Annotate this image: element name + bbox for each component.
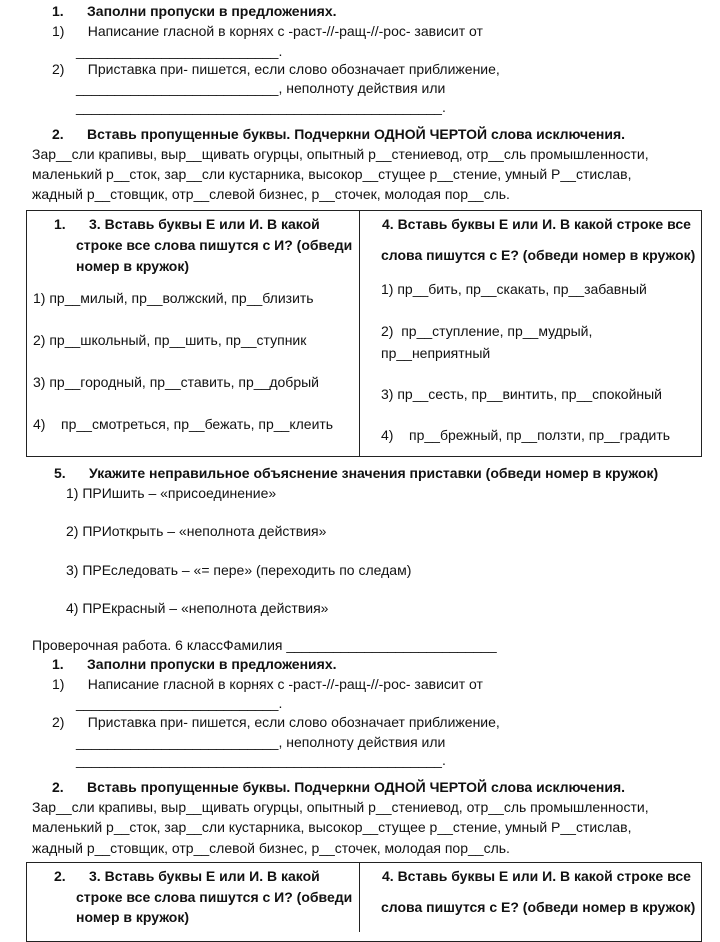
s1-task1-item2-line2: __________________________, неполноту действия или [76, 80, 446, 96]
s2-task1-item2: 2) Приставка при- пишется, если слово обозначает приближение, [52, 714, 500, 730]
s2-task2-heading: 2. Вставь пропущенные буквы. Подчеркни ОДНОЙ ЧЕРТОЙ слова исключения. [52, 779, 626, 795]
s1-task3-heading-l2: строке все слова пишутся с И? (обведи [76, 237, 353, 253]
s2-task2-line1: Зар__сли крапивы, выр__щивать огурцы, опытный р__стениевод, отр__сль промышленности, [32, 799, 649, 815]
s1-table-divider [359, 210, 360, 457]
s2-table-divider [359, 862, 360, 932]
s2-task1-item2-line3: _______________________________________________. [76, 752, 446, 768]
s1-task4-row3: 3) пр__сесть, пр__винтить, пр__спокойный [381, 386, 663, 402]
s1-task5-option2: 2) ПРИоткрыть – «неполнота действия» [66, 523, 327, 539]
s2-task3-heading-l3: номер в кружок) [76, 909, 190, 925]
s1-task2-line1: Зар__сли крапивы, выр__щивать огурцы, опытный р__стениевод, отр__сль промышленности, [32, 146, 649, 162]
s1-task2-heading: 2. Вставь пропущенные буквы. Подчеркни ОДНОЙ ЧЕРТОЙ слова исключения. [52, 126, 626, 142]
s1-task4-heading-l1: 4. Вставь буквы Е или И. В какой строке все [382, 216, 691, 232]
s1-task5-option3: 3) ПРЕследовать – «= пере» (переходить по следам) [66, 562, 412, 578]
s1-task1-heading: 1. Заполни пропуски в предложениях. [52, 3, 337, 19]
s2-task3-heading-l1: 2. 3. Вставь буквы Е или И. В какой [54, 868, 320, 884]
s1-task4-row4: 4) пр__брежный, пр__ползти, пр__градить [381, 427, 671, 443]
s1-task4-heading-l2: слова пишутся с Е? (обведи номер в кружок) [381, 247, 696, 263]
s1-task2-line3: жадный р__стовщик, отр__слевой бизнес, р__сточек, молодая пор__сль. [32, 186, 510, 202]
s1-task3-row3: 3) пр__городный, пр__ставить, пр__добрый [33, 374, 319, 390]
s1-task1-item2-line3: _______________________________________________. [76, 99, 446, 115]
s1-task4-row1: 1) пр__бить, пр__скакать, пр__забавный [381, 281, 647, 297]
s2-task1-item1: 1) Написание гласной в корнях с -раст-//-ращ-//-рос- зависит от [52, 676, 483, 692]
s2-task2-line3: жадный р__стовщик, отр__слевой бизнес, р__сточек, молодая пор__сль. [32, 840, 510, 856]
s1-task1-item1-blank: __________________________. [76, 43, 283, 59]
s1-task3-row4: 4) пр__смотреться, пр__бежать, пр__клеить [33, 416, 334, 432]
s2-task1-item2-line2: __________________________, неполноту действия или [76, 734, 446, 750]
s1-task4-row2: 2) пр__ступление, пр__мудрый, [381, 323, 593, 339]
s1-task2-line2: маленький р__сток, зар__сли кустарника, высокор__стущее р__стение, умный Р__стислав, [32, 166, 632, 182]
s1-task1-item1: 1) Написание гласной в корнях с -раст-//-ращ-//-рос- зависит от [52, 23, 483, 39]
s2-header: Проверочная работа. 6 классФамилия ___________________________ [32, 637, 497, 653]
s2-task2-line2: маленький р__сток, зар__сли кустарника, высокор__стущее р__стение, умный Р__стислав, [32, 819, 632, 835]
s1-task5-option4: 4) ПРЕкрасный – «неполнота действия» [66, 600, 329, 616]
s1-task3-heading-l3: номер в кружок) [76, 258, 190, 274]
s1-task3-row2: 2) пр__школьный, пр__шить, пр__ступник [33, 332, 307, 348]
s2-task4-heading-l2: слова пишутся с Е? (обведи номер в кружок) [381, 899, 696, 915]
s1-task4-row2-cont: пр__неприятный [381, 345, 491, 361]
s1-task5-option1: 1) ПРИшить – «присоединение» [66, 485, 277, 501]
s2-task1-item1-blank: __________________________. [76, 695, 283, 711]
s1-task3-row1: 1) пр__милый, пр__волжский, пр__близить [33, 290, 314, 306]
s1-task1-item2: 2) Приставка при- пишется, если слово обозначает приближение, [52, 61, 500, 77]
s2-task1-heading: 1. Заполни пропуски в предложениях. [52, 656, 337, 672]
s1-task3-heading-l1: 1. 3. Вставь буквы Е или И. В какой [54, 216, 320, 232]
s2-task4-heading-l1: 4. Вставь буквы Е или И. В какой строке все [382, 868, 691, 884]
s2-task3-heading-l2: строке все слова пишутся с И? (обведи [76, 889, 353, 905]
s1-task5-heading: 5. Укажите неправильное объяснение значения приставки (обведи номер в кружок) [54, 465, 659, 481]
